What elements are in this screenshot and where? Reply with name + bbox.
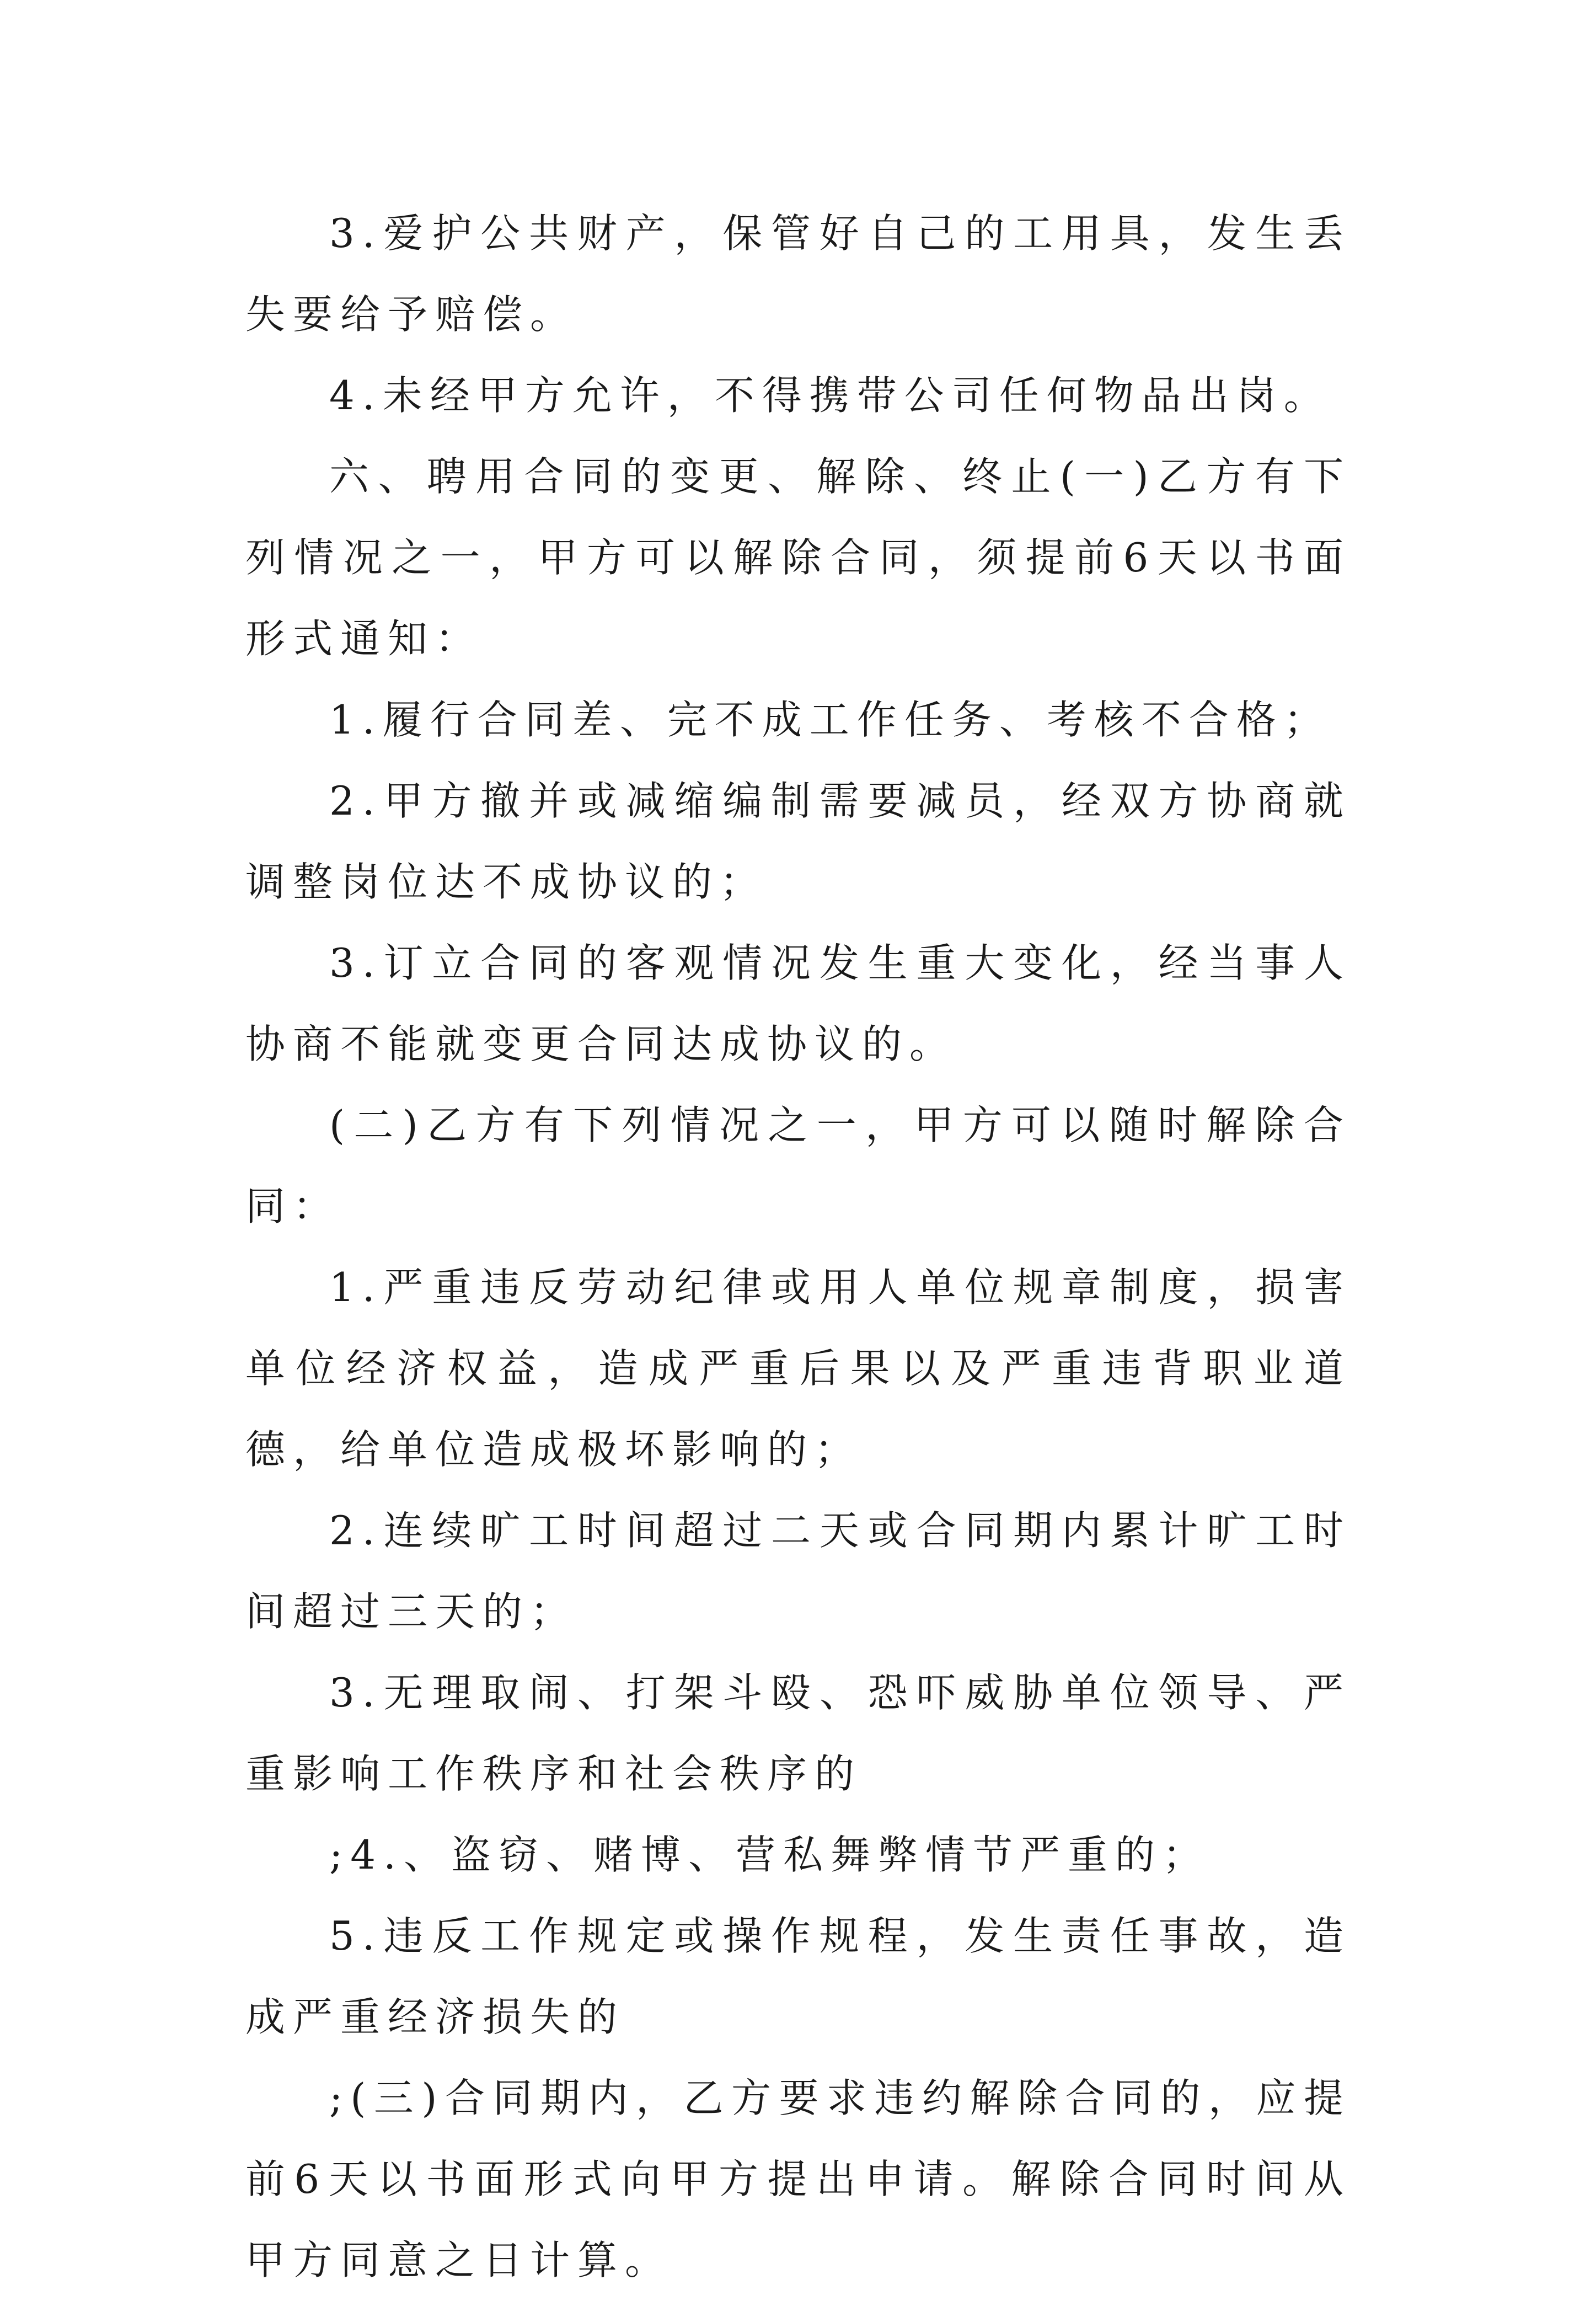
document-body: [245, 193, 1351, 2301]
clause-4-items: 4.未经甲方允许，不得携带公司任何物品出岗。: [329, 372, 1331, 419]
item-2-downsizing: 2.甲方撤并或减缩编制需要减员，经双方协商就调整岗位达不成协议的；: [245, 778, 1351, 905]
item-5-accident: 5.违反工作规定或操作规程，发生责任事故，造成严重经济损失的: [245, 1913, 1351, 2040]
subsection-3-resignation: ;(三)合同期内，乙方要求违约解除合同的，应提前6天以书面形式向甲方提出申请。解除合同时间从甲方同意之日计算。: [245, 2075, 1351, 2283]
subsection-2-heading: (二)乙方有下列情况之一，甲方可以随时解除合同：: [245, 1102, 1351, 1229]
item-4-theft: ;4.、盗窃、赌博、营私舞弊情节严重的；: [329, 1832, 1210, 1878]
item-3-misconduct: 3.无理取闹、打架斗殴、恐吓威胁单位领导、严重影响工作秩序和社会秩序的: [245, 1669, 1351, 1797]
item-3-circumstances: 3.订立合同的客观情况发生重大变化，经当事人协商不能就变更合同达成协议的。: [245, 940, 1351, 1067]
item-2-absence: 2.连续旷工时间超过二天或合同期内累计旷工时间超过三天的；: [245, 1507, 1351, 1635]
clause-3-property: 3.爱护公共财产，保管好自己的工用具，发生丢失要给予赔偿。: [245, 210, 1351, 338]
section-6-heading: 六、聘用合同的变更、解除、终止(一)乙方有下列情况之一，甲方可以解除合同，须提前6天以书面形式通知：: [245, 453, 1351, 662]
item-1-performance: 1.履行合同差、完不成工作任务、考核不合格；: [329, 697, 1331, 743]
item-1-discipline: 1.严重违反劳动纪律或用人单位规章制度，损害单位经济权益，造成严重后果以及严重违背职业道德，给单位造成极坏影响的；: [245, 1264, 1351, 1473]
